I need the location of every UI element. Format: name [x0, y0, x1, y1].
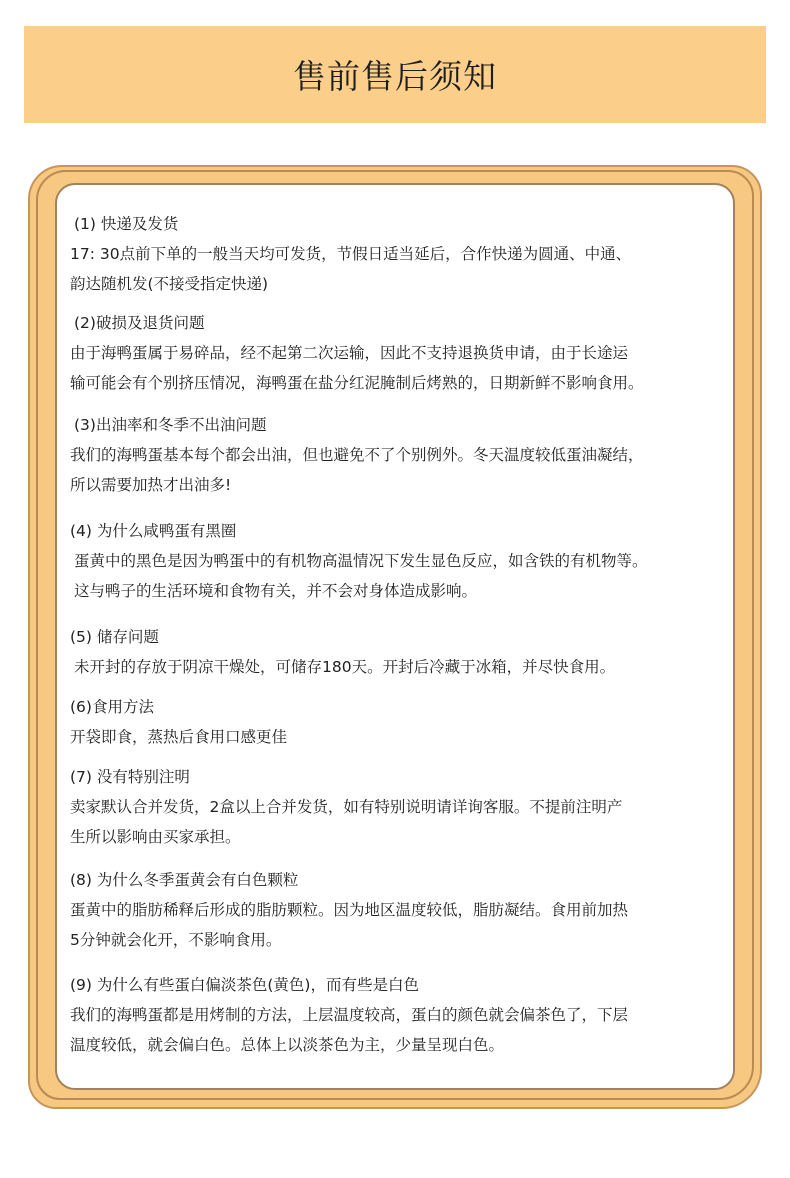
section-text: 17: 30点前下单的一般当天均可发货，节假日适当延后，合作快递为圆通、中通、	[70, 245, 632, 263]
section-heading: (8) 为什么冬季蛋黄会有白色颗粒	[70, 871, 299, 889]
section-heading: (4) 为什么咸鸭蛋有黑圈	[70, 522, 237, 540]
notice-section-how-to-eat	[70, 692, 740, 752]
section-text: 未开封的存放于阴凉干燥处，可储存180天。开封后冷藏于冰箱，并尽快食用。	[74, 658, 616, 676]
notice-section-white-granules	[70, 865, 740, 955]
section-heading: (7) 没有特别注明	[70, 768, 190, 786]
notice-section-damage-returns	[70, 308, 740, 398]
notice-section-egg-white-color	[70, 970, 740, 1060]
section-text: 温度较低，就会偏白色。总体上以淡茶色为主，少量呈现白色。	[70, 1036, 505, 1054]
section-text: 输可能会有个别挤压情况，海鸭蛋在盐分红泥腌制后烤熟的，日期新鲜不影响食用。	[70, 374, 644, 392]
section-text: 这与鸭子的生活环境和食物有关，并不会对身体造成影响。	[74, 582, 478, 600]
notice-section-storage	[70, 622, 740, 682]
section-text: 5分钟就会化开，不影响食用。	[70, 931, 282, 949]
notice-section-no-special-note	[70, 762, 740, 852]
title-banner	[24, 26, 766, 123]
notice-content	[70, 209, 740, 1060]
notice-section-black-ring	[70, 516, 740, 606]
section-text: 所以需要加热才出油多!	[70, 476, 232, 494]
section-text: 卖家默认合并发货，2盒以上合并发货，如有特别说明请详询客服。不提前注明产	[70, 798, 623, 816]
section-text: 蛋黄中的脂肪稀释后形成的脂肪颗粒。因为地区温度较低，脂肪凝结。食用前加热	[70, 901, 629, 919]
section-heading: (5) 储存问题	[70, 628, 159, 646]
section-text: 蛋黄中的黑色是因为鸭蛋中的有机物高温情况下发生显色反应，如含铁的有机物等。	[74, 552, 648, 570]
notice-section-shipping	[70, 209, 740, 299]
section-heading: (6)食用方法	[70, 698, 154, 716]
page-title: 售前售后须知	[293, 57, 497, 96]
section-heading: (2)破损及退货问题	[74, 314, 205, 332]
section-text: 我们的海鸭蛋基本每个都会出油，但也避免不了个别例外。冬天温度较低蛋油凝结，	[70, 446, 644, 464]
section-text: 由于海鸭蛋属于易碎品，经不起第二次运输，因此不支持退换货申请，由于长途运	[70, 344, 629, 362]
section-heading: (1) 快递及发货	[74, 215, 179, 233]
section-text: 生所以影响由买家承担。	[70, 828, 241, 846]
section-text: 开袋即食，蒸热后食用口感更佳	[70, 728, 288, 746]
section-heading: (3)出油率和冬季不出油问题	[74, 416, 267, 434]
section-text: 我们的海鸭蛋都是用烤制的方法，上层温度较高，蛋白的颜色就会偏茶色了，下层	[70, 1006, 629, 1024]
section-text: 韵达随机发(不接受指定快递)	[70, 275, 269, 293]
section-heading: (9) 为什么有些蛋白偏淡茶色(黄色)，而有些是白色	[70, 976, 419, 994]
notice-section-oil-yield	[70, 410, 740, 500]
